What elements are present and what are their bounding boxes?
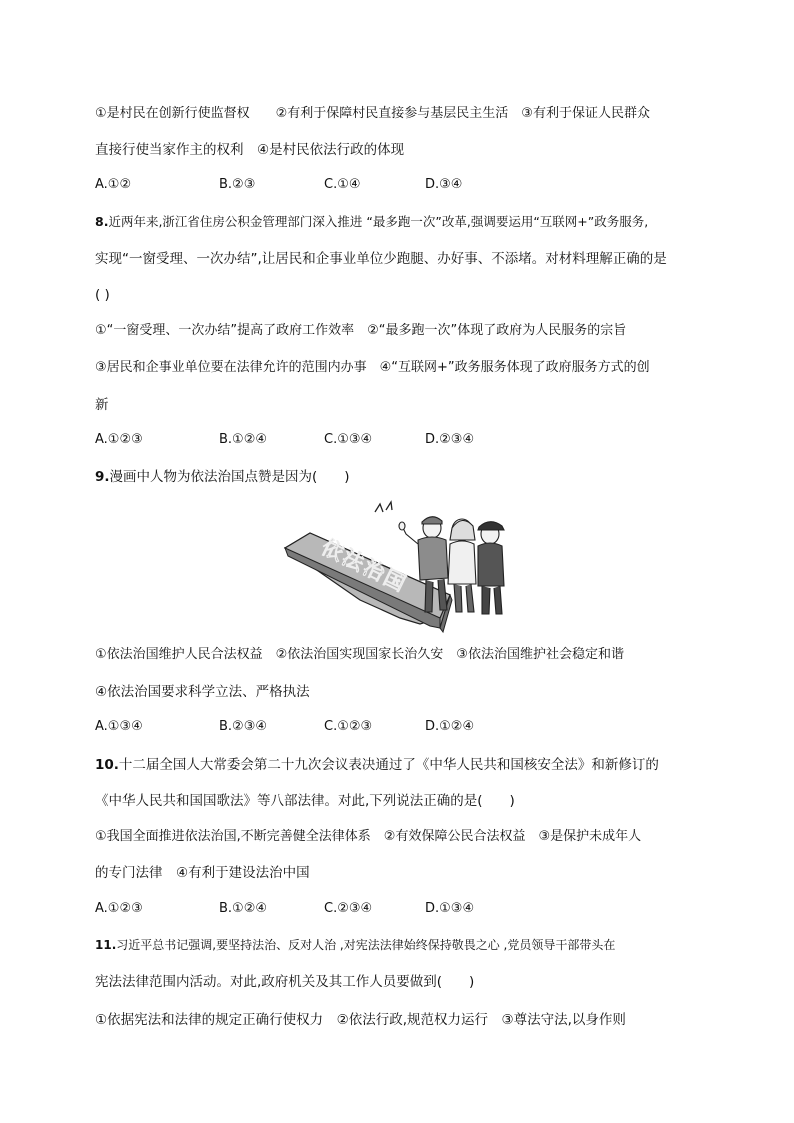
q10-stem-line-2: 《中华人民共和国国歌法》等八部法律。对此,下列说法正确的是( ) [95,793,515,809]
q8-stem-line-1 [95,213,648,231]
q10-option-c: C.②③④ [324,901,373,916]
q7-options [95,177,695,195]
q9-stem-text: 漫画中人物为依法治国点赞是因为( ) [109,469,350,485]
q10-option-a: A.①②③ [95,901,143,916]
q8-item-line-2: ③居民和企事业单位要在法律允许的范围内办事 ④“互联网+”政务服务体现了政府服务方式的创 [95,360,650,375]
q9-item-line-1: ①依法治国维护人民合法权益 ②依法治国实现国家长治久安 ③依法治国维护社会稳定和谐 [95,647,624,662]
q11-stem-text-1: 习近平总书记强调,要坚持法治、反对人治 ,对宪法法律始终保持敬畏之心 ,党员领导干部带头在 [116,938,616,952]
q7-option-d: D.③④ [425,177,463,192]
q11-item-line-1: ①依据宪法和法律的规定正确行使权力 ②依法行政,规范权力运行 ③尊法守法,以身作则 [95,1012,626,1028]
q8-option-d: D.②③④ [425,432,475,447]
q9-option-a: A.①③④ [95,719,143,734]
q7-option-a: A.①② [95,177,132,192]
q9-number: 9. [95,469,110,485]
q9-option-b: B.②③④ [219,719,268,734]
figure-woman [448,519,476,612]
q10-item-line-1: ①我国全面推进依法治国,不断完善健全法律体系 ②有效保障公民合法权益 ③是保护未成年人 [95,829,642,844]
q8-stem-line-2: 实现“一窗受理、一次办结”,让居民和企事业单位少跑腿、办好事、不添堵。对材料理解正确的是 [95,251,667,267]
q9-options [95,719,695,737]
q9-option-d: D.①②④ [425,719,475,734]
q8-stem-line-3: ( ) [95,287,110,303]
q8-option-a: A.①②③ [95,432,143,447]
q10-stem-text-1: 十二届全国人大常委会第二十九次会议表决通过了《中华人民共和国核安全法》和新修订的 [118,757,659,773]
rule-of-law-cartoon [280,500,515,635]
q10-option-d: D.①③④ [425,901,475,916]
applause-marks-icon [375,502,392,512]
q9-item-line-2: ④依法治国要求科学立法、严格执法 [95,684,310,700]
q8-item-line-1: ①“一窗受理、一次办结”提高了政府工作效率 ②“最多跑一次”体现了政府为人民服务的宗旨 [95,323,627,338]
q10-option-b: B.①②④ [219,901,268,916]
q11-stem-line-2: 宪法法律范围内活动。对此,政府机关及其工作人员要做到( ) [95,974,475,990]
q8-stem-text-1: 近两年来,浙江省住房公积金管理部门深入推进 “最多跑一次”改革,强调要运用“互联网+”政务服务, [108,214,649,229]
q11-stem-line-1 [95,936,615,954]
cartoon-illustration [280,500,515,635]
q9-stem-line [95,468,350,486]
q7-option-c: C.①④ [324,177,361,192]
q8-number: 8. [95,214,109,229]
q8-item-line-3: 新 [95,397,109,413]
q8-options [95,432,695,450]
q11-number: 11. [95,938,117,952]
q10-number: 10. [95,757,119,773]
q8-option-c: C.①③④ [324,432,373,447]
q10-stem-line-1 [95,756,659,774]
q8-option-b: B.①②④ [219,432,268,447]
q9-option-c: C.①②③ [324,719,373,734]
q7-statement-line-1: ①是村民在创新行使监督权 ②有利于保障村民直接参与基层民主生活 ③有利于保证人民群众 [95,106,650,121]
q10-item-line-2: 的专门法律 ④有利于建设法治中国 [95,865,310,881]
figure-police-officer [478,522,504,614]
cartoon-slab-text: 依法治国 [317,534,412,597]
q7-option-b: B.②③ [219,177,256,192]
q10-options [95,901,695,919]
q7-statement-line-2: 直接行使当家作主的权利 ④是村民依法行政的体现 [95,142,405,158]
